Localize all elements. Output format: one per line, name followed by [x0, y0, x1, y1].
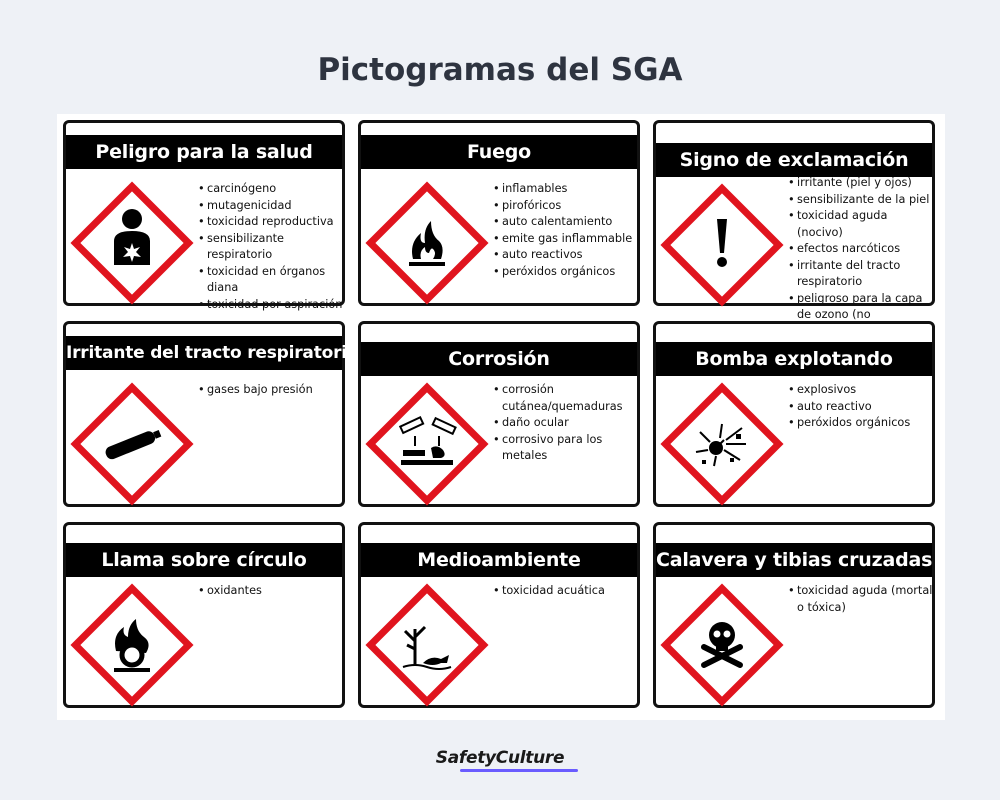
- hazard-item: • gases bajo presión: [198, 382, 344, 399]
- hazard-item: • auto reactivo: [788, 399, 934, 416]
- hazard-item: • peróxidos orgánicos: [493, 264, 639, 281]
- hazard-item: • irritante del tracto respiratorio: [788, 258, 934, 291]
- hazard-item: • peróxidos orgánicos: [788, 415, 934, 432]
- hazard-item: • carcinógeno: [198, 181, 344, 198]
- hazard-item: • toxicidad por aspiración: [198, 297, 344, 314]
- card-title: Medioambiente: [361, 543, 637, 577]
- hazard-item: • oxidantes: [198, 583, 344, 600]
- hazard-item: • auto calentamiento: [493, 214, 639, 231]
- hazard-item: • sensibilizante de la piel: [788, 192, 934, 209]
- hazard-item: • toxicidad acuática: [493, 583, 639, 600]
- pictogram-card-exploding-bomb: [653, 321, 935, 507]
- flame-over-circle-icon: [70, 583, 194, 707]
- card-title: Signo de exclamación: [656, 143, 932, 177]
- pictogram-card-health-hazard: [63, 120, 345, 311]
- pictogram-card-flame-over-circle: [63, 522, 345, 708]
- hazard-list: [788, 583, 934, 616]
- pictogram-card-exclamation: [653, 120, 935, 321]
- hazard-item: • efectos narcóticos: [788, 241, 934, 258]
- hazard-item: • sensibilizante respiratorio: [198, 231, 344, 264]
- brand-logo: [0, 748, 1000, 772]
- card-title: Fuego: [361, 135, 637, 169]
- pictogram-card-flame: [358, 120, 640, 306]
- hazard-list: [493, 583, 639, 600]
- flame-icon: [365, 181, 489, 305]
- hazard-item: • corrosivo para los metales: [493, 432, 639, 465]
- card-title: Calavera y tibias cruzadas: [656, 543, 932, 577]
- hazard-item: • corrosión cutánea/quemaduras: [493, 382, 639, 415]
- corrosion-icon: [365, 382, 489, 506]
- hazard-list: [198, 181, 344, 313]
- hazard-list: [788, 382, 934, 432]
- hazard-item: • mutagenicidad: [198, 198, 344, 215]
- environment-icon: [365, 583, 489, 707]
- card-title: Bomba explotando: [656, 342, 932, 376]
- hazard-item: • explosivos: [788, 382, 934, 399]
- exclamation-icon: [660, 183, 784, 307]
- pictogram-card-environment: [358, 522, 640, 708]
- hazard-item: • toxicidad en órganos diana: [198, 264, 344, 297]
- page-title: Pictogramas del SGA: [317, 52, 683, 88]
- hazard-item: • irritante (piel y ojos): [788, 175, 934, 192]
- exploding-bomb-icon: [660, 382, 784, 506]
- card-title: Peligro para la salud: [66, 135, 342, 169]
- pictogram-card-gas-cylinder: [63, 321, 359, 507]
- hazard-item: • toxicidad aguda (mortal o tóxica): [788, 583, 934, 616]
- hazard-list: [493, 181, 639, 280]
- pictogram-card-skull-crossbones: [653, 522, 935, 708]
- card-title: Corrosión: [361, 342, 637, 376]
- pictogram-sheet: [57, 114, 945, 720]
- pictogram-card-corrosion: [358, 321, 640, 507]
- hazard-list: [198, 583, 344, 600]
- hazard-item: • daño ocular: [493, 415, 639, 432]
- gas-cylinder-icon: [70, 382, 194, 506]
- hazard-item: • toxicidad aguda (nocivo): [788, 208, 934, 241]
- hazard-list: [788, 175, 934, 340]
- health-hazard-icon: [70, 181, 194, 305]
- hazard-item: • pirofóricos: [493, 198, 639, 215]
- skull-crossbones-icon: [660, 583, 784, 707]
- card-title: Irritante del tracto respiratorio: [66, 336, 342, 370]
- hazard-item: • peligroso para la capa de ozono (no: [788, 291, 934, 341]
- card-title: Llama sobre círculo: [66, 543, 342, 577]
- hazard-item: • toxicidad reproductiva: [198, 214, 344, 231]
- hazard-item: • auto reactivos: [493, 247, 639, 264]
- hazard-item: • inflamables: [493, 181, 639, 198]
- hazard-list: [198, 382, 344, 399]
- brand-underline: [460, 769, 578, 772]
- brand-name: SafetyCulture: [435, 748, 565, 768]
- hazard-list: [493, 382, 639, 465]
- hazard-item: • emite gas inflammable: [493, 231, 639, 248]
